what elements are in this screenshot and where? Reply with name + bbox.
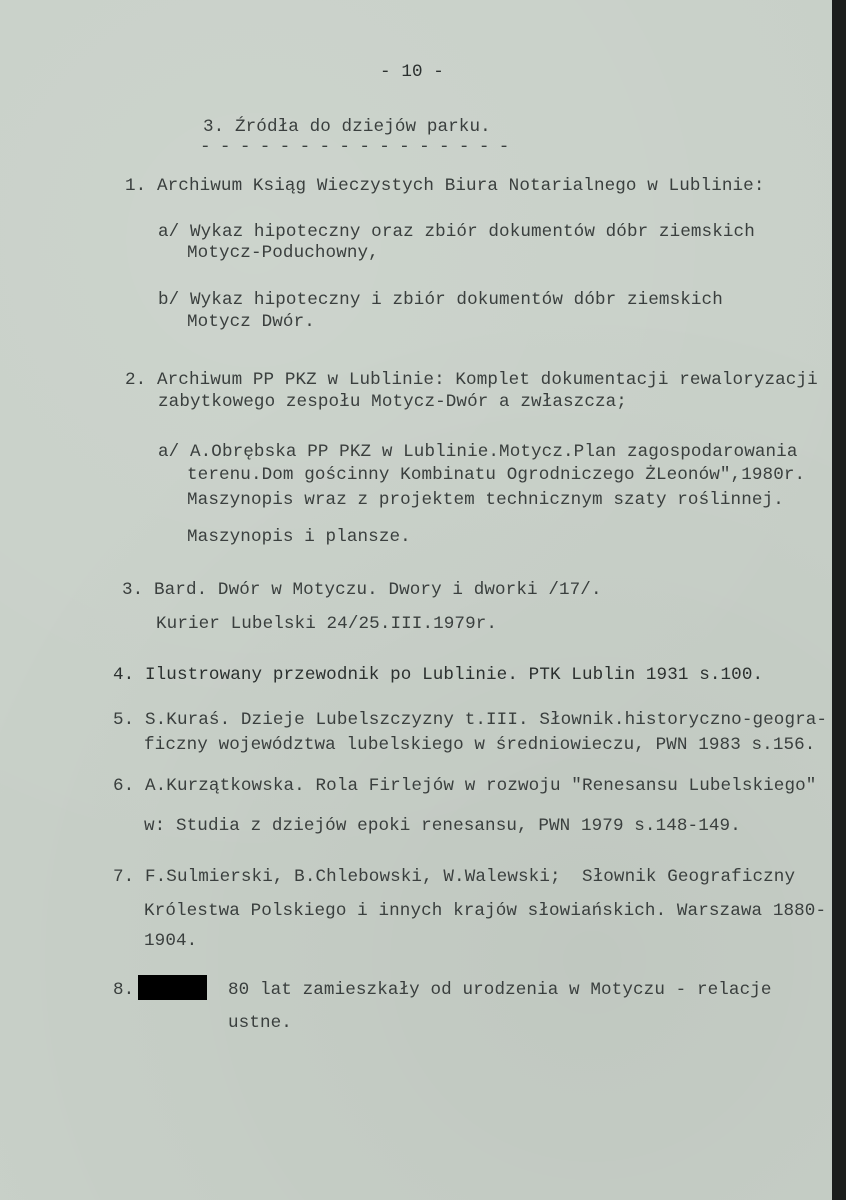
entry-line: a/ A.Obrębska PP PKZ w Lublinie.Motycz.Plan zagospodarowania: [158, 442, 798, 462]
entry-line: Maszynopis wraz z projektem technicznym szaty roślinnej.: [187, 490, 784, 510]
section-heading: 3. Źródła do dziejów parku.: [203, 117, 491, 137]
scan-edge: [832, 0, 846, 1200]
entry-number: 8.: [113, 980, 135, 1000]
entry-line: Kurier Lubelski 24/25.III.1979r.: [156, 614, 498, 634]
entry-line: 4. Ilustrowany przewodnik po Lublinie. PTK Lublin 1931 s.100.: [113, 665, 764, 685]
heading-underline: - - - - - - - - - - - - - - - -: [200, 137, 509, 157]
entry-line: b/ Wykaz hipoteczny i zbiór dokumentów dóbr ziemskich: [158, 290, 723, 310]
entry-line: Motycz Dwór.: [187, 312, 315, 332]
entry-line: 80 lat zamieszkały od urodzenia w Motyczu - relacje: [228, 980, 772, 1000]
entry-line: Królestwa Polskiego i innych krajów słowiańskich. Warszawa 1880-: [144, 901, 827, 921]
entry-line: 1. Archiwum Ksiąg Wieczystych Biura Notarialnego w Lublinie:: [125, 176, 765, 196]
entry-line: Motycz-Poduchowny,: [187, 243, 379, 263]
redaction-box: [138, 975, 207, 1000]
entry-line: 6. A.Kurzątkowska. Rola Firlejów w rozwoju "Renesansu Lubelskiego": [113, 776, 817, 796]
entry-line: 1904.: [144, 931, 198, 951]
entry-line: 5. S.Kuraś. Dzieje Lubelszczyzny t.III. Słownik.historyczno-geogra-: [113, 710, 828, 730]
entry-line: ustne.: [228, 1013, 292, 1033]
entry-line: terenu.Dom gościnny Kombinatu Ogrodniczego ŻLeonów",1980r.: [187, 465, 806, 485]
entry-line: ficzny województwa lubelskiego w średniowieczu, PWN 1983 s.156.: [144, 735, 816, 755]
entry-line: 2. Archiwum PP PKZ w Lublinie: Komplet dokumentacji rewaloryzacji: [125, 370, 818, 390]
entry-line: a/ Wykaz hipoteczny oraz zbiór dokumentów dóbr ziemskich: [158, 222, 755, 242]
entry-line: w: Studia z dziejów epoki renesansu, PWN 1979 s.148-149.: [144, 816, 741, 836]
entry-line: 7. F.Sulmierski, B.Chlebowski, W.Walewski; Słownik Geograficzny: [113, 867, 796, 887]
entry-line: Maszynopis i plansze.: [187, 527, 411, 547]
page-number: - 10 -: [380, 62, 444, 82]
entry-line: 3. Bard. Dwór w Motyczu. Dwory i dworki /17/.: [122, 580, 602, 600]
entry-line: zabytkowego zespołu Motycz-Dwór a zwłaszcza;: [158, 392, 627, 412]
